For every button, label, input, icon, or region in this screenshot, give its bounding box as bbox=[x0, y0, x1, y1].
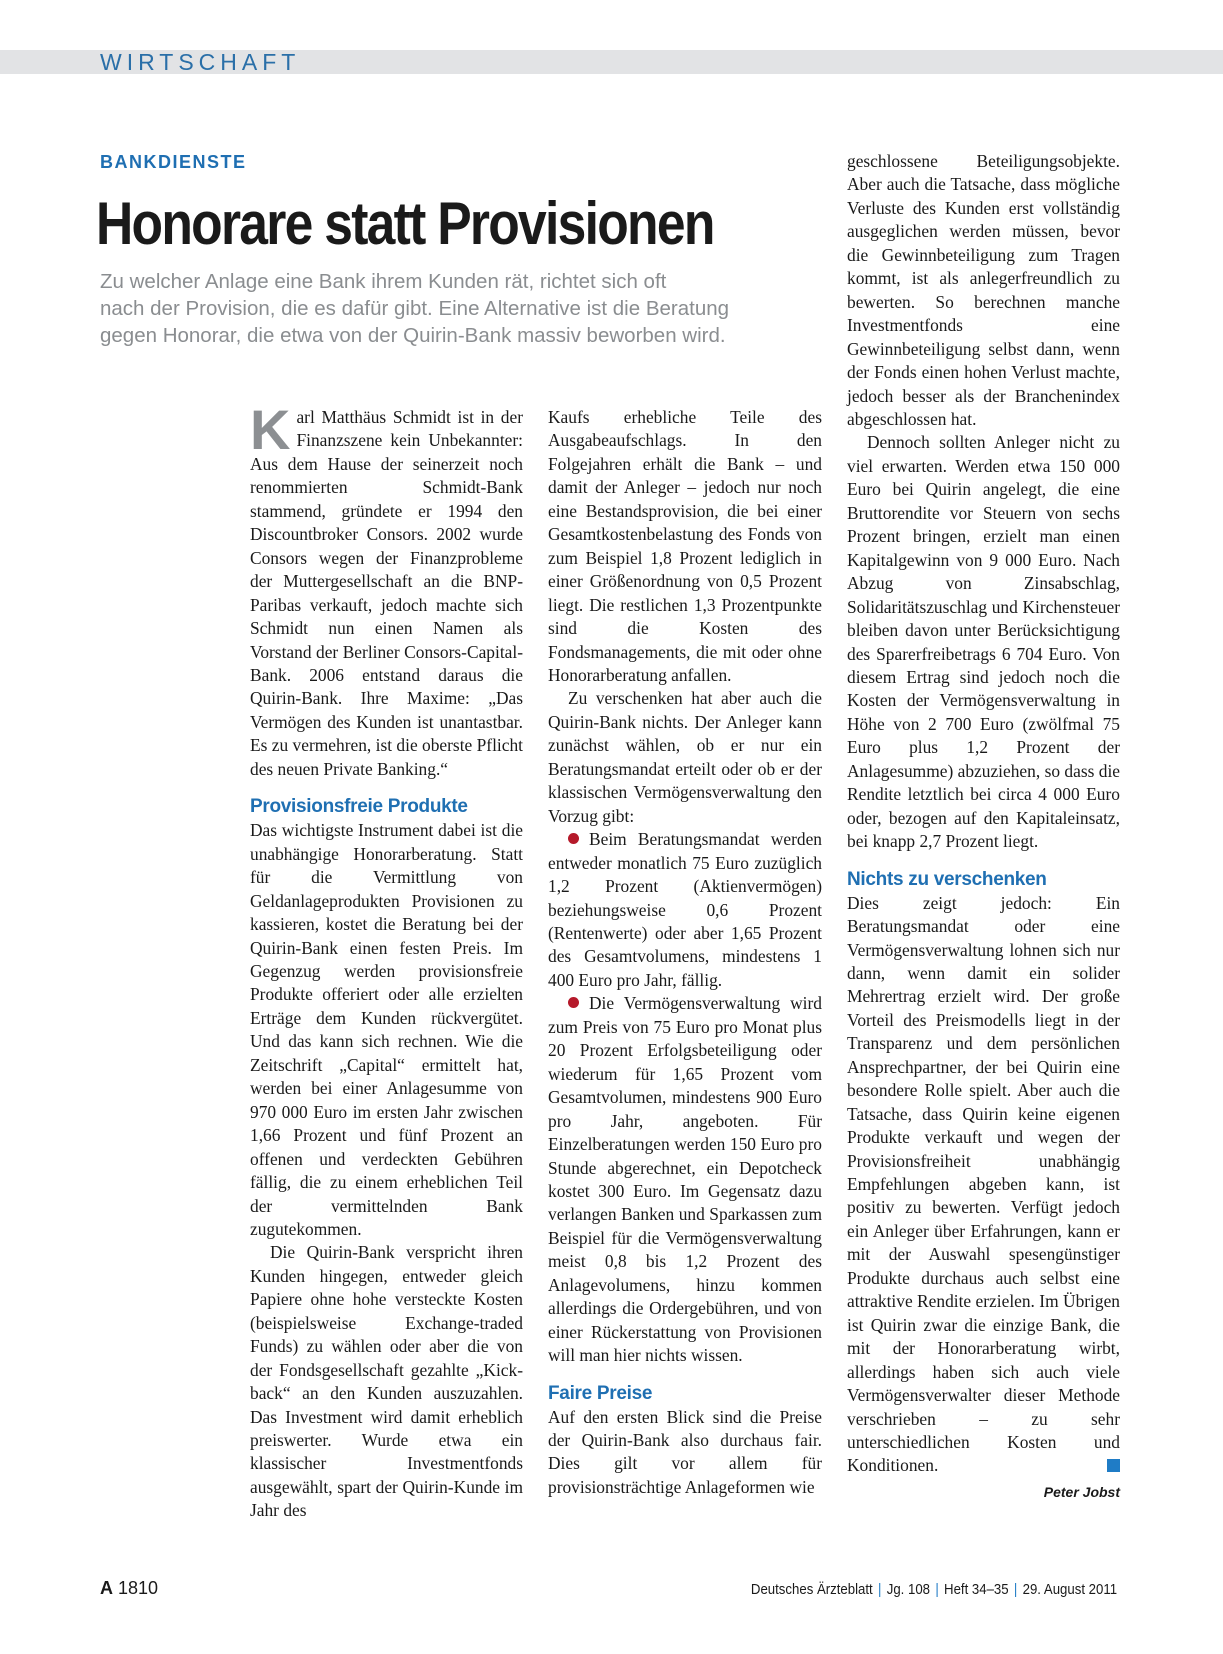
issue-date: 29. August 2011 bbox=[1022, 1581, 1117, 1598]
bullet-item bbox=[548, 992, 822, 1367]
section-label: WIRTSCHAFT bbox=[100, 49, 301, 75]
article-lead bbox=[100, 268, 830, 349]
paragraph: Dennoch sollten Anleger nicht zu viel erwarten. Werden etwa 150 000 Euro bei Quirin angelegt, die eine Bruttorendite vor Steuern von sechs Prozent bringen, erzielt man einen Kapitalgewinn von 9 000 Euro. Nach Abzug von Zinsabschlag, Solidaritätszuschlag und Kirchensteuer bleiben davon unter Berücksichtigung des Sparerfreibetrags 6 704 Euro. Von diesem Ertrag sind jedoch noch die Kosten der Vermögensverwaltung in Höhe von 2 700 Euro (zwölfmal 75 Euro plus 1,2 Prozent der Anlagesumme) abzuziehen, so dass die Rendite letztlich bei circa 4 000 Euro oder, bezogen auf den Kapitaleinsatz, bei knapp 2,7 Prozent liegt. bbox=[847, 432, 1120, 852]
footer-citation bbox=[751, 1581, 1117, 1598]
intro-paragraph bbox=[250, 398, 523, 781]
paragraph: Auf den ersten Blick sind die Preise der Quirin-Bank also durchaus fair. Dies gilt vor allem für provisionsträchtige Anlageformen wie bbox=[548, 1406, 822, 1497]
subheading-faire-preise: Faire Preise bbox=[548, 1382, 653, 1404]
subheading-provisionsfreie-produkte: Provisionsfreie Produkte bbox=[250, 796, 468, 818]
journal-name: Deutsches Ärzteblatt bbox=[750, 1581, 873, 1598]
page-number-value: 1810 bbox=[118, 1578, 159, 1598]
subheading-nichts-zu-verschenken: Nichts zu verschenken bbox=[847, 868, 1047, 890]
author-name: Peter Jobst bbox=[1043, 1483, 1120, 1500]
volume: Jg. 108 bbox=[886, 1581, 930, 1598]
lead-line: nach der Provision, die es dafür gibt. Eine Alternative ist die Beratung bbox=[100, 297, 730, 320]
column-1 bbox=[250, 398, 523, 1523]
end-mark-icon bbox=[1107, 1459, 1120, 1472]
lead-line: Zu welcher Anlage eine Bank ihrem Kunden rät, richtet sich oft bbox=[100, 270, 667, 293]
page-prefix: A bbox=[100, 1578, 113, 1598]
column-2 bbox=[548, 406, 822, 1499]
bullet-dot-icon bbox=[568, 833, 579, 844]
separator: | bbox=[935, 1581, 939, 1598]
drop-cap: K bbox=[250, 398, 291, 461]
paragraph-text: Dies zeigt jedoch: Ein Beratungsmandat oder eine Vermögensverwaltung lohnen sich nur dann, wenn damit ein solider Mehrertrag erzielt wird. Der große Vorteil des Preismodells liegt in der Transparenz und dem persönlichen Ansprechpartner, der bei Quirin eine besondere Rolle spielt. Aber auch die Tatsache, dass Quirin keine eigenen Produkte verkauft und wegen der Provisionsfreiheit unabhängig Empfehlungen abgeben kann, ist positiv zu bewerten. Verfügt jedoch ein Anleger über Erfahrungen, kann er mit der Auswahl spesengünstiger Produkte durchaus auch selbst eine attraktive Rendite erzielen. Im Übrigen ist Quirin zwar die einzige Bank, die mit der Honorarberatung wirbt, allerdings haben sich auch viele Vermögensverwalter dieser Methode verschrieben – zu sehr unterschiedlichen Kosten und Konditionen. bbox=[847, 892, 1120, 1476]
paragraph: geschlossene Beteiligungsobjekte. Aber auch die Tatsache, dass mögliche Verluste des Kunden erst vollständig ausgeglichen werden müssen, bevor die Gewinnbeteiligung zum Tragen kommt, ist als anlegerfreundlich zu bewerten. So berechnen manche Investmentfonds eine Gewinnbeteiligung selbst dann, wenn der Fonds einen hohen Verlust machte, jedoch besser als der Branchenindex abgeschlossen hat. bbox=[847, 151, 1120, 429]
bullet-item bbox=[548, 828, 822, 992]
lead-line: gegen Honorar, die etwa von der Quirin-Bank massiv beworben wird. bbox=[100, 324, 726, 347]
paragraph: Das wichtigste Instrument dabei ist die unabhängige Honorarberatung. Statt für die Vermittlung von Geldanlageprodukten Provisionen zu kassieren, kostet die Beratung bei der Quirin-Bank einen festen Preis. Im Gegenzug werden provisionsfreie Produkte offeriert oder alle erzielten Erträge dem Kunden rückvergütet. Und das kann sich rechnen. Wie die Zeitschrift „Capital“ ermittelt hat, werden bei einer Anlagesumme von 970 000 Euro im ersten Jahr zwischen 1,66 Prozent und fünf Prozent an offenen und verdeckten Gebühren fällig, die zu einem erheblichen Teil der vermittelnden Bank zugutekommen. bbox=[250, 820, 523, 1239]
intro-text: arl Matthäus Schmidt ist in der Finanzszene kein Unbekannter: Aus dem Hause der seinerzeit noch renommierten Schmidt-Bank stammend, gründete er 1994 den Discountbroker Consors. 2002 wurde Consors wegen der Finanzprobleme der Muttergesellschaft an die BNP-Paribas verkauft, jedoch machte sich Schmidt nun einen Namen als Vorstand der Berliner Consors-Capital-Bank. 2006 entstand daraus die Quirin-Bank. Ihre Maxime: „Das Vermögen des Kunden ist unantastbar. Es zu vermehren, ist die oberste Pflicht des neuen Private Banking.“ bbox=[250, 407, 523, 779]
paragraph: Die Quirin-Bank verspricht ihren Kunden hingegen, entweder gleich Papiere ohne hohe versteckte Kosten (beispielsweise Exchange-traded Funds) zu wählen oder aber die von der Fondsgesellschaft gezahlte „Kick-back“ an den Kunden auszuzahlen. Das Investment wird damit erheblich preiswerter. Wurde etwa ein klassischer Investmentfonds ausgewählt, spart der Quirin-Kunde im Jahr des bbox=[250, 1242, 523, 1521]
article-kicker: BANKDIENSTE bbox=[100, 152, 247, 172]
bullet-text: Beim Beratungsmandat werden entweder monatlich 75 Euro zuzüglich 1,2 Prozent (Aktienvermögen) beziehungsweise 0,6 Prozent (Rentenwerte) oder aber 1,65 Prozent des Gesamtvolumens, mindestens 1 400 Euro pro Jahr, fällig. bbox=[548, 829, 822, 990]
paragraph: Zu verschenken hat aber auch die Quirin-Bank nichts. Der Anleger kann zunächst wählen, ob er nur ein Beratungsmandat erteilt oder ob er der klassischen Vermögensverwaltung den Vorzug gibt: bbox=[548, 688, 822, 826]
separator: | bbox=[877, 1581, 882, 1598]
bullet-text: Die Vermögensverwaltung wird zum Preis von 75 Euro pro Monat plus 20 Prozent Erfolgsbeteiligung oder wiederum für 1,65 Prozent vom Gesamtvolumen, mindestens 900 Euro pro Jahr, angeboten. Für Einzelberatungen werden 150 Euro pro Stunde abgerechnet, ein Depotcheck kostet 300 Euro. Im Gegensatz dazu verlangen Banken und Sparkassen zum Beispiel für die Vermögensverwaltung meist 0,8 bis 1,2 Prozent des Anlagevolumens, hinzu kommen allerdings die Ordergebühren, und von einer Rückerstattung von Provisionen will man hier nichts wissen. bbox=[548, 993, 822, 1366]
article-title: Honorare statt Provisionen bbox=[96, 190, 714, 257]
issue: Heft 34–35 bbox=[943, 1581, 1009, 1598]
page-number bbox=[100, 1578, 158, 1599]
separator: | bbox=[1013, 1581, 1018, 1598]
column-3 bbox=[847, 150, 1120, 1502]
bullet-dot-icon bbox=[568, 997, 579, 1008]
paragraph: Kaufs erhebliche Teile des Ausgabeaufschlags. In den Folgejahren erhält die Bank – und damit der Anleger – jedoch nur noch eine Bestandsprovision, die bei einer Gesamtkostenbelastung des Fonds von zum Beispiel 1,8 Prozent lediglich in einer Größenordnung von 0,5 Prozent liegt. Die restlichen 1,3 Prozentpunkte sind die Kosten des Fondsmanagements, die mit oder ohne Honorarberatung anfallen. bbox=[548, 407, 822, 685]
paragraph bbox=[847, 892, 1120, 1478]
